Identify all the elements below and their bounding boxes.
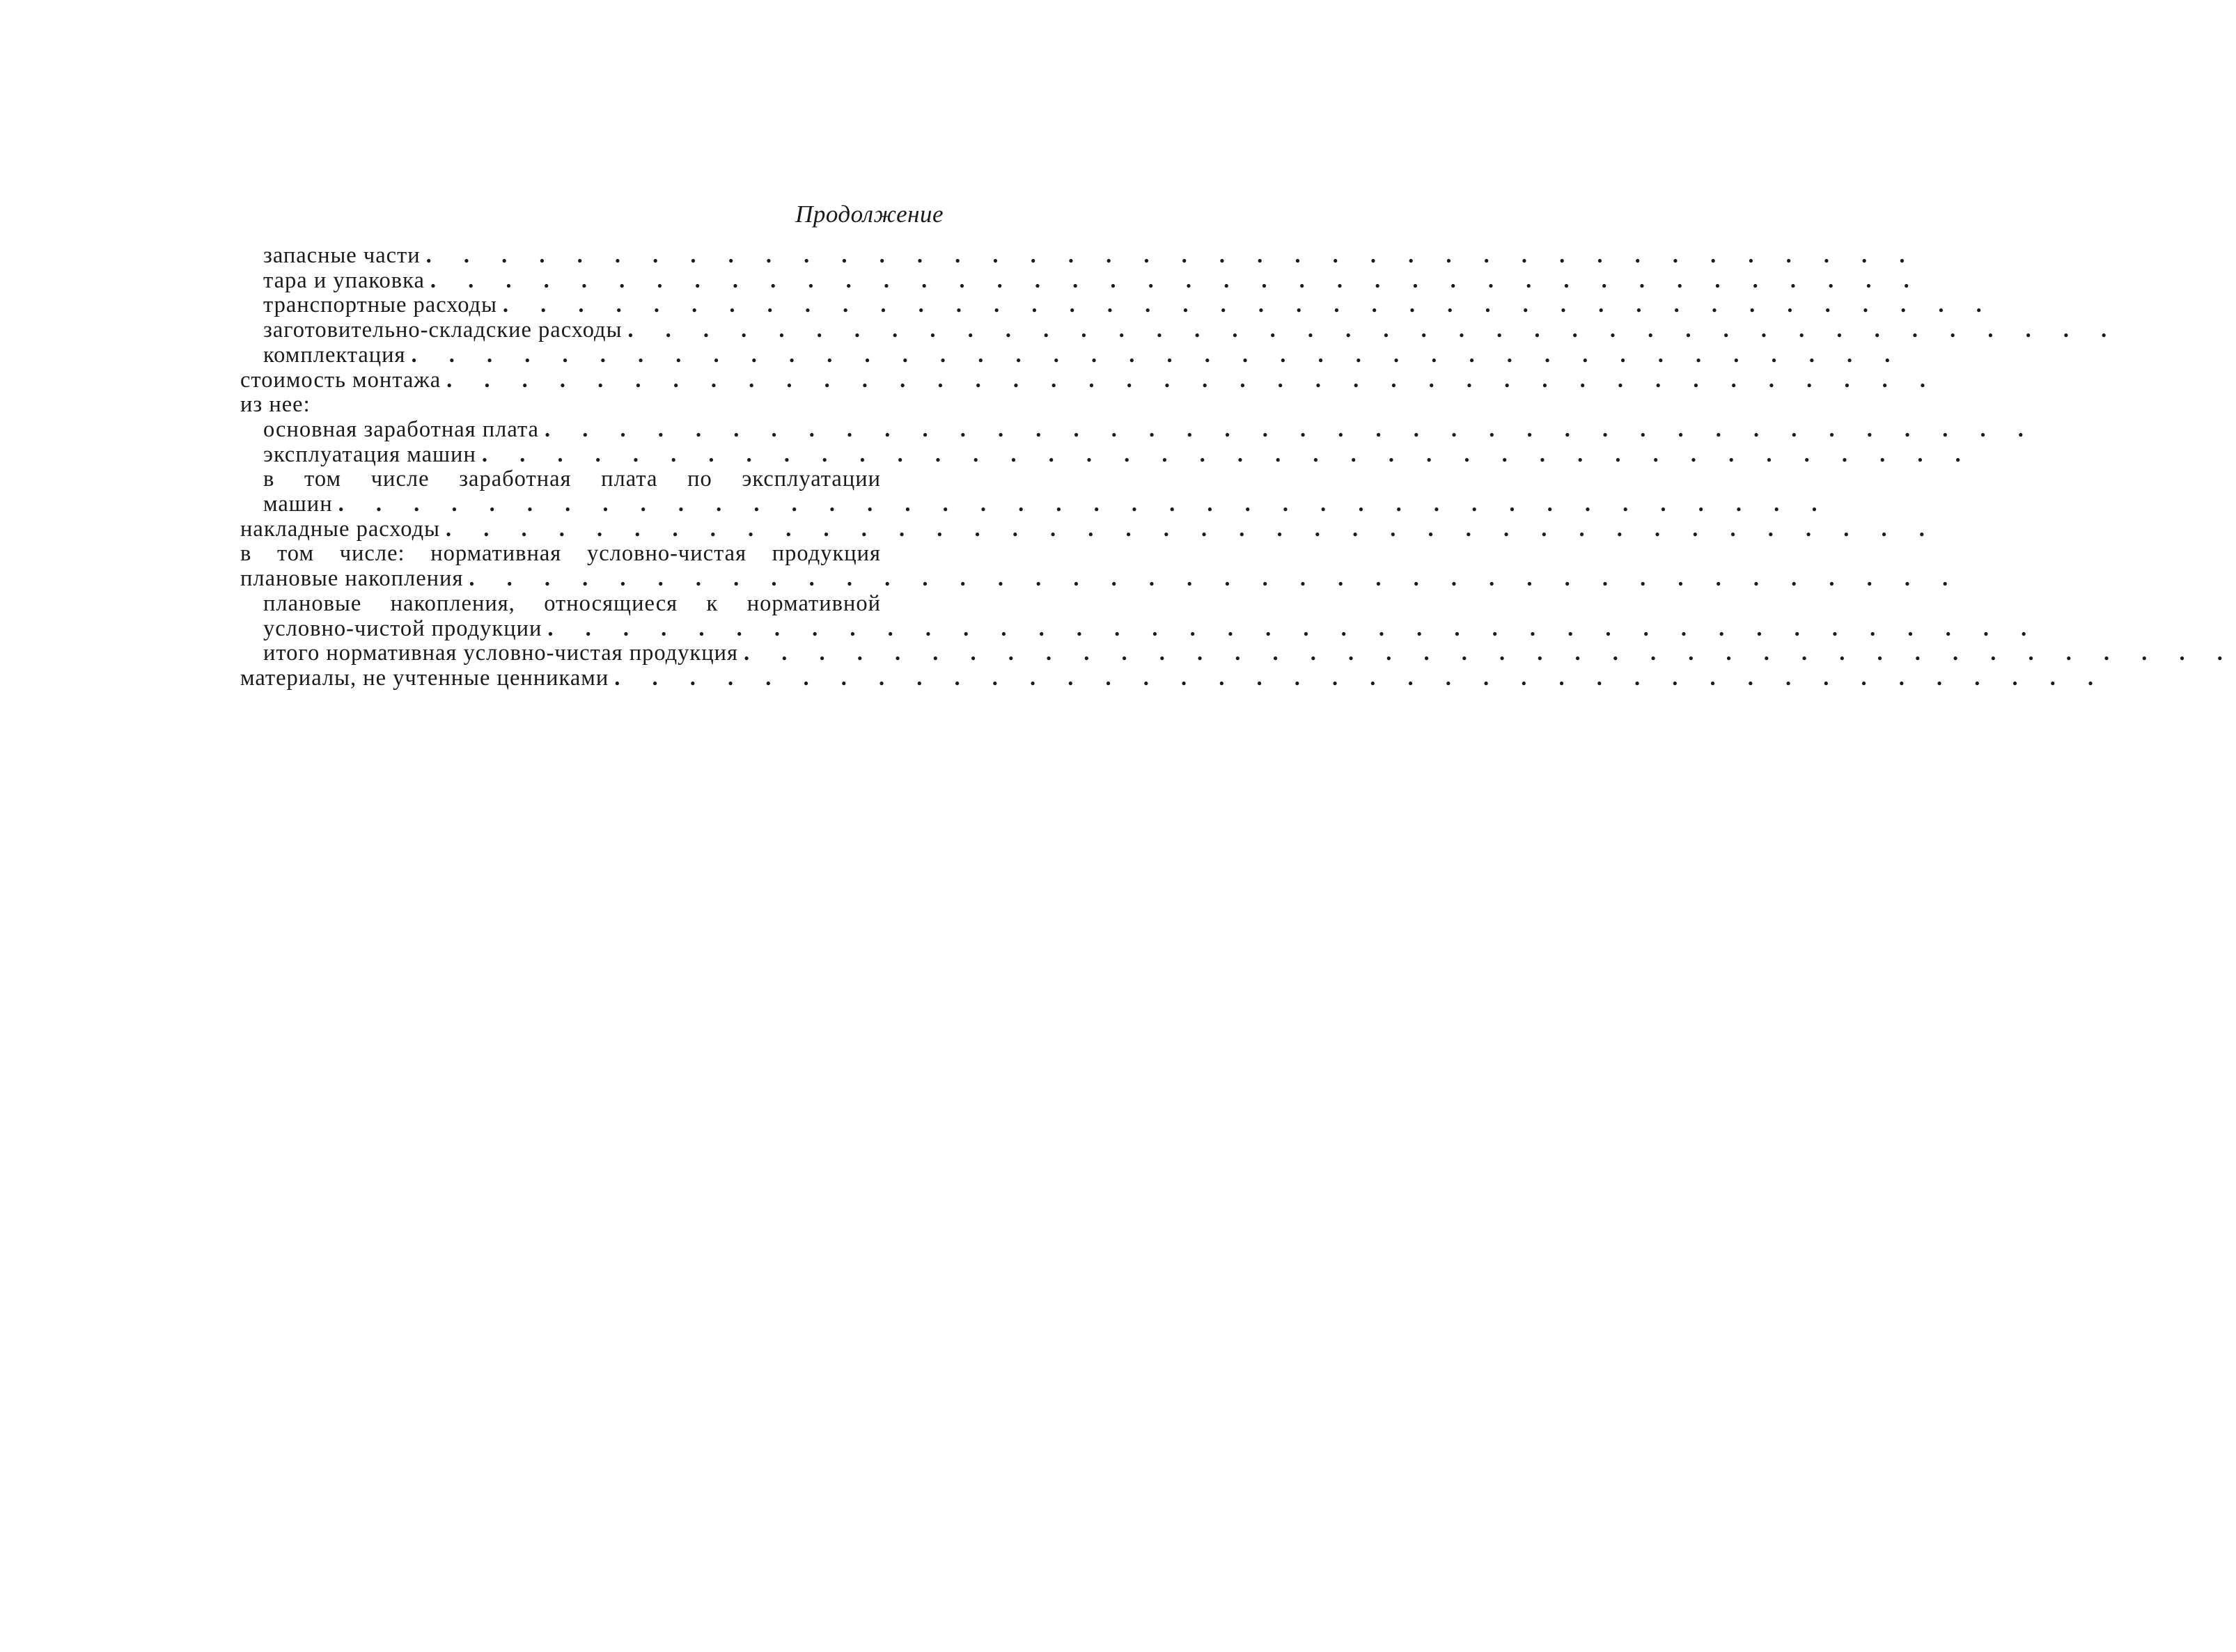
list-item	[240, 615, 2040, 642]
dot-leader: . . . . . . . . . . . . . . . . . . . . . . . . . . . . . . . . . . . . . . . .	[425, 243, 1918, 268]
list-item	[240, 566, 1962, 592]
dot-leader: . . . . . . . . . . . . . . . . . . . . . . . . . . . . . . . . . . . . . . . .	[614, 665, 2107, 691]
list-item-label: основная заработная плата	[263, 416, 539, 442]
dot-leader: . . . . . . . . . . . . . . . . . . . . . . . . . . . . . . . . . . . . . . . .	[481, 441, 1974, 467]
dot-leader: . . . . . . . . . . . . . . . . . . . . . . . . . . . . . . . . . . . . . . . .	[502, 292, 1995, 318]
dot-leader: . . . . . . . . . . . . . . . . . . . . . . . . . . . . . . . . . . . . . . . .	[430, 267, 1923, 293]
dot-leader: . . . . . . . . . . . . . . . . . . . . . . . . . . . . . . . . . . . . . . . .	[469, 566, 1962, 592]
list-item	[240, 592, 881, 617]
list-item	[240, 467, 881, 492]
list-item-label: накладные расходы	[240, 516, 440, 542]
list-item-label: эксплуатация машин	[263, 441, 476, 467]
dot-leader: . . . . . . . . . . . . . . . . . . . . . . . . . . . . . . . . . . . . . . . .	[547, 615, 2040, 641]
list-item	[240, 665, 2107, 691]
list-item-label: условно-чистой продукции	[263, 615, 542, 641]
list-item	[240, 640, 2236, 666]
list-item-label: тара и упаковка	[263, 267, 425, 293]
list-item-label: в том числе: нормативная условно-чистая продукция	[240, 541, 881, 567]
list-item-label: стоимость монтажа	[240, 367, 441, 393]
list-item	[240, 367, 1939, 393]
dot-leader: . . . . . . . . . . . . . . . . . . . . . . . . . . . . . . . . . . . . . . . .	[544, 416, 2037, 442]
list-item	[240, 393, 881, 418]
list-item	[240, 416, 2037, 443]
list-item	[240, 317, 2120, 343]
dot-leader: . . . . . . . . . . . . . . . . . . . . . . . . . . . . . . . . . . . . . . . .	[627, 317, 2120, 343]
dot-leader: . . . . . . . . . . . . . . . . . . . . . . . . . . . . . . . . . . . . . . . .	[338, 491, 1831, 517]
list-item-label: плановые накопления, относящиеся к нормативной	[263, 590, 881, 616]
cost-items-list	[240, 243, 2236, 691]
list-item-label: из нее:	[240, 392, 311, 418]
dot-leader: . . . . . . . . . . . . . . . . . . . . . . . . . . . . . . . . . . . . . . . .	[446, 367, 1939, 393]
list-item-label: запасные части	[263, 243, 421, 268]
dot-leader: . . . . . . . . . . . . . . . . . . . . . . . . . . . . . . . . . . . . . . . .	[445, 516, 1938, 542]
continuation-label: Продолжение	[795, 200, 944, 228]
list-item-label: плановые накопления	[240, 566, 464, 592]
list-item	[240, 342, 1904, 368]
list-item-label: комплектация	[263, 342, 406, 368]
list-item	[240, 292, 1995, 318]
list-item	[240, 441, 1974, 468]
list-item-label: в том числе заработная плата по эксплуатации	[263, 466, 881, 492]
list-item	[240, 243, 1918, 269]
list-item	[240, 267, 1923, 294]
dot-leader: . . . . . . . . . . . . . . . . . . . . . . . . . . . . . . . . . . . . . . . .	[743, 640, 2236, 666]
list-item-label: заготовительно-складские расходы	[263, 317, 623, 343]
dot-leader: . . . . . . . . . . . . . . . . . . . . . . . . . . . . . . . . . . . . . . . .	[411, 342, 1904, 368]
list-item-label: итого нормативная условно-чистая продукция	[263, 640, 738, 666]
list-item	[240, 491, 1831, 517]
list-item-label: машин	[263, 491, 333, 517]
list-item-label: материалы, не учтенные ценниками	[240, 665, 609, 691]
list-item-label: транспортные расходы	[263, 292, 497, 318]
list-item	[240, 542, 881, 567]
list-item	[240, 516, 1938, 542]
